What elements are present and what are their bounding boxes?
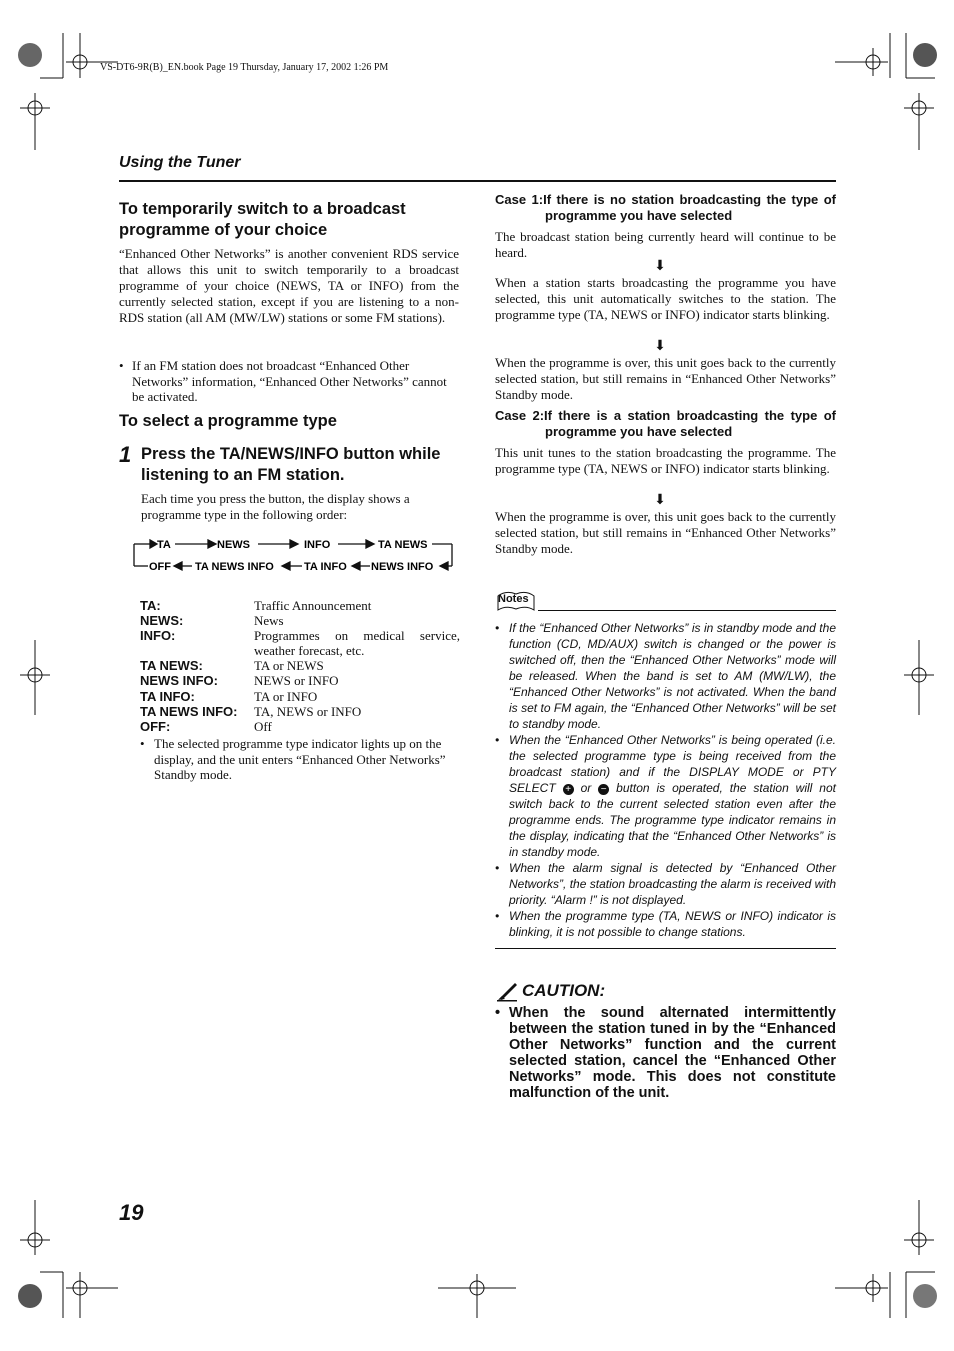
case1-paragraph-2: When a station starts broadcasting the programme you have selected, this unit automatically switches to the station. The programme type (TA, NEWS or INFO) indicator starts blinking. [495, 275, 836, 322]
note-text: When the “Enhanced Other Networks” is being operated (i.e. the selected programme type is being received from the broadcast station) and if the DISPLAY MODE or PTY SELECT [509, 733, 836, 795]
section-title: Using the Tuner [119, 154, 241, 171]
case2-title-text: Case 2:If there is a station broadcasting the type of programme you have selected [495, 408, 836, 439]
definition-key: TA INFO: [140, 689, 195, 704]
down-arrow-icon: ⬇ [654, 493, 666, 508]
heading-select-programme: To select a programme type [119, 412, 337, 430]
flow-ta-news: TA NEWS [378, 539, 428, 551]
notes-icon [496, 588, 536, 612]
programme-type-flow-diagram [130, 532, 460, 576]
plus-circle-icon: + [563, 784, 574, 795]
heading-temporarily-switch: To temporarily switch to a broadcast programme of your choice [119, 200, 406, 239]
definition-value: Traffic Announcement [254, 598, 372, 613]
notes-label: Notes [498, 593, 529, 605]
intro-paragraph: “Enhanced Other Networks” is another convenient RDS service that allows this unit to switch temporarily to a broadcast programme of your choice (NEWS, TA or INFO) from the currently selected station, except if you are listening to a non-RDS station (all AM (MW/LW) stations or some FM stations). [119, 246, 459, 325]
definition-key: TA NEWS INFO: [140, 704, 238, 719]
definition-value: TA or NEWS [254, 658, 324, 673]
note-text: When the alarm signal is detected by “Enhanced Other Networks”, the station broadcasting the alarm is received with priority. “Alarm !” is not displayed. [509, 861, 836, 907]
definition-value: TA, NEWS or INFO [254, 704, 362, 719]
note-text: button is operated, the station will not switch back to the current selected station even after the programme ends. The programme type indicator remains in the display, indicating that the “Enhanced Other Networks” is in standby mode. [509, 781, 836, 859]
header-rule [119, 180, 836, 182]
flow-ta-news-info: TA NEWS INFO [195, 561, 274, 573]
notes-bottom-rule [495, 948, 836, 949]
minus-circle-icon: − [598, 784, 609, 795]
definition-value: NEWS or INFO [254, 673, 339, 688]
definition-key: TA NEWS: [140, 658, 203, 673]
note-item: • When the programme type (TA, NEWS or INFO) indicator is blinking, it is not possible to change stations. [495, 909, 836, 939]
definition-row [140, 704, 460, 719]
definition-row [140, 658, 460, 673]
case1-paragraph-3: When the programme is over, this unit goes back to the currently selected station, but still remains in “Enhanced Other Networks” Standby mode. [495, 355, 836, 402]
caution-text: When the sound alternated intermittently between the station tuned in by the “Enhanced Other Networks” function and the current selected station, cancel the “Enhanced Other Networks” mode. This does not constitute malfunction of the unit. [509, 1005, 836, 1101]
case2-paragraph-2: When the programme is over, this unit goes back to the currently selected station, but still remains in “Enhanced Other Networks” Standby mode. [495, 509, 836, 556]
definition-row [140, 673, 460, 689]
step-description: Each time you press the button, the display shows a programme type in the following order: [141, 491, 410, 522]
case2-title [495, 408, 836, 440]
notes-top-rule [538, 610, 836, 611]
down-arrow-icon: ⬇ [654, 339, 666, 354]
page-number: 19 [119, 1200, 144, 1225]
bullet-text: The selected programme type indicator lights up on the display, and the unit enters “Enhanced Other Networks” Standby mode. [154, 736, 446, 782]
flow-info: INFO [304, 539, 331, 551]
step-number: 1 [119, 442, 132, 467]
definition-value: News [254, 613, 284, 628]
case1-title-text: Case 1:If there is no station broadcasting the type of programme you have selected [495, 192, 836, 223]
note-text: or [580, 781, 592, 795]
case2-paragraph-1: This unit tunes to the station broadcasting the programme. The programme type (TA, NEWS or INFO) indicator starts blinking. [495, 445, 836, 476]
note-item: • When the “Enhanced Other Networks” is being operated (i.e. the selected programme type is being received from the broadcast station) and if the DISPLAY MODE or PTY SELECT + or − button is operated, the station will not switch back to the current selected station even after the programme ends. The programme type indicator remains in the display, indicating that the “Enhanced Other Networks” is in standby mode. [495, 733, 836, 859]
definition-list [140, 598, 460, 734]
book-info-line: VS-DT6-9R(B)_EN.book Page 19 Thursday, January 17, 2002 1:26 PM [100, 62, 389, 73]
case1-paragraph-1: The broadcast station being currently heard will continue to be heard. [495, 229, 836, 260]
caution-icon [496, 980, 518, 1007]
definition-key: OFF: [140, 719, 171, 734]
bullet-text: If an FM station does not broadcast “Enhanced Other Networks” information, “Enhanced Other Networks” cannot be activated. [132, 358, 447, 404]
case1-title [495, 192, 836, 224]
definition-row [140, 719, 460, 734]
caution-label: CAUTION: [522, 981, 606, 1000]
step-instruction: Press the TA/NEWS/INFO button while listening to an FM station. [141, 445, 441, 484]
notes-list [495, 620, 836, 940]
bullet-fm-no-eon: • If an FM station does not broadcast “Enhanced Other Networks” information, “Enhanced Other Networks” cannot be activated. [119, 358, 459, 405]
definition-key: NEWS: [140, 613, 184, 628]
caution-item: • When the sound alternated intermittently between the station tuned in by the “Enhanced Other Networks” function and the current selected station, cancel the “Enhanced Other Networks” mode. This does not constitute malfunction of the unit. [495, 1005, 836, 1101]
note-text: If the “Enhanced Other Networks” is in standby mode and the function (CD, MD/AUX) switch is changed or the power is switched off, then the “Enhanced Other Networks” mode will be released. When the band is set to AM (MW/LW), the “Enhanced Other Networks” is not activated. When the band is set to FM again, the “Enhanced Other Networks” will be set to standby mode. [509, 621, 836, 731]
definition-row [140, 689, 460, 704]
note-item: • If the “Enhanced Other Networks” is in standby mode and the function (CD, MD/AUX) switch is changed or the power is switched off, then the “Enhanced Other Networks” mode will be released. When the band is set to AM (MW/LW), the “Enhanced Other Networks” is not activated. When the band is set to FM again, the “Enhanced Other Networks” will be set to standby mode. [495, 621, 836, 731]
definition-row [140, 613, 460, 628]
definition-key: NEWS INFO: [140, 673, 218, 688]
definition-row [140, 628, 460, 658]
definition-value: TA or INFO [254, 689, 318, 704]
definition-key: TA: [140, 598, 161, 613]
definition-value: Off [254, 719, 272, 734]
note-text: When the programme type (TA, NEWS or INFO) indicator is blinking, it is not possible to change stations. [509, 909, 836, 939]
definition-value: Programmes on medical service, weather forecast, etc. [254, 628, 460, 658]
definition-key: INFO: [140, 628, 176, 643]
flow-ta-info: TA INFO [304, 561, 347, 573]
down-arrow-icon: ⬇ [654, 259, 666, 274]
definition-row [140, 598, 460, 613]
flow-ta: TA [157, 539, 171, 551]
note-item: • When the alarm signal is detected by “Enhanced Other Networks”, the station broadcasting the alarm is received with priority. “Alarm !” is not displayed. [495, 861, 836, 907]
flow-news: NEWS [217, 539, 250, 551]
flow-off: OFF [149, 561, 171, 573]
flow-news-info: NEWS INFO [371, 561, 434, 573]
bullet-indicator-lights: • The selected programme type indicator lights up on the display, and the unit enters “Enhanced Other Networks” Standby mode. [140, 736, 460, 783]
